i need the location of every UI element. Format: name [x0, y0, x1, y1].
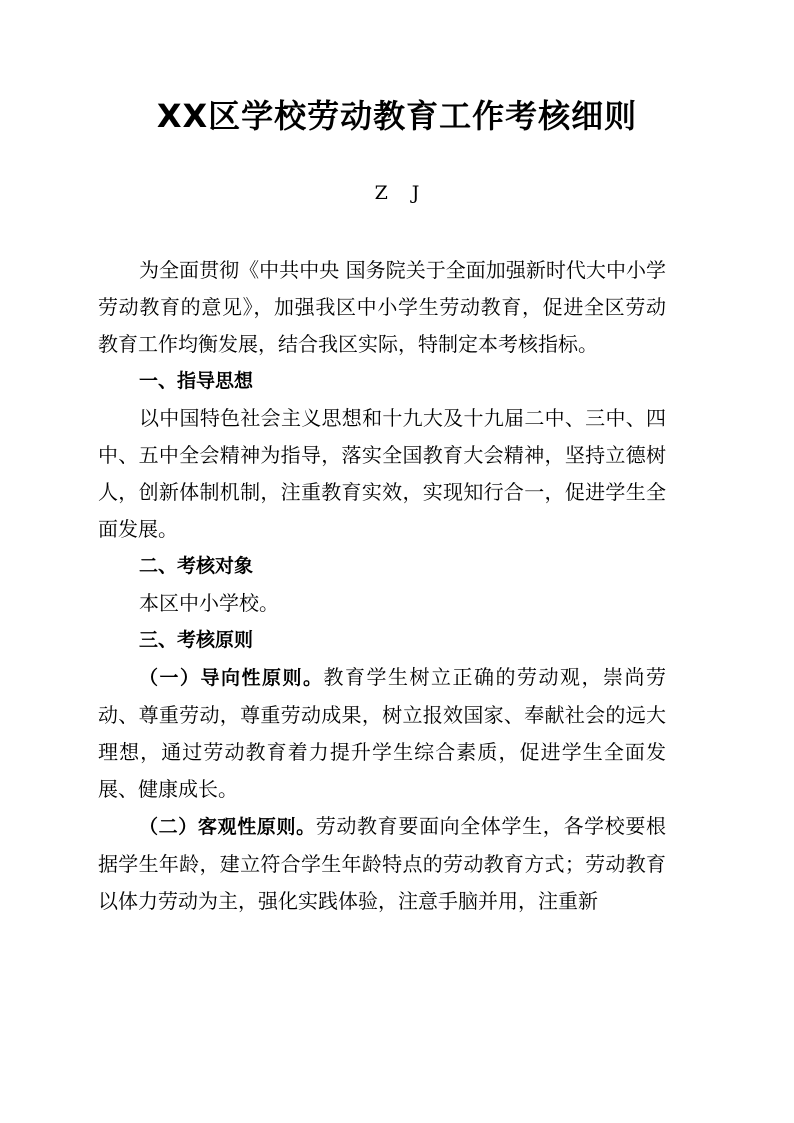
- section-heading-guiding-ideology: 一、指导思想: [139, 370, 254, 392]
- document-title: XX区学校劳动教育工作考核细则: [156, 97, 638, 135]
- section-heading-assessment-principles: 三、考核原则: [139, 629, 254, 651]
- section-heading-assessment-targets: 二、考核对象: [139, 555, 254, 577]
- principle-objectivity-lead: （二）客观性原则。: [139, 816, 316, 838]
- document-author: ZJ: [374, 182, 444, 204]
- principle-guidance-text: 教育学生树立正确的劳动观，崇尚劳动、尊重劳动，尊重劳动成果，树立报效国家、奉献社会的远大理想，通过劳动教育着力提升学生综合素质，促进学生全面发展、健康成长。: [98, 665, 666, 801]
- assessment-targets-paragraph: 本区中小学校。: [139, 591, 279, 615]
- principle-objectivity-text: 劳动教育要面向全体学生，各学校要根据学生年龄，建立符合学生年龄特点的劳动教育方式；劳动教育以体力劳动为主，强化实践体验，注意手脑并用，注重新: [98, 814, 666, 913]
- intro-paragraph: 为全面贯彻《中共中央 国务院关于全面加强新时代大中小学劳动教育的意见》，加强我区中小学生劳动教育，促进全区劳动教育工作均衡发展，结合我区实际，特制定本考核指标。: [98, 258, 666, 356]
- guiding-ideology-paragraph: 以中国特色社会主义思想和十九大及十九届二中、三中、四中、五中全会精神为指导，落实全国教育大会精神，坚持立德树人，创新体制机制，注重教育实效，实现知行合一，促进学生全面发展。: [98, 406, 666, 541]
- principle-guidance-paragraph: [98, 659, 666, 808]
- document-body: [98, 252, 666, 920]
- principle-guidance-lead: （一）导向性原则。: [139, 667, 324, 689]
- principle-objectivity-paragraph: [98, 808, 666, 920]
